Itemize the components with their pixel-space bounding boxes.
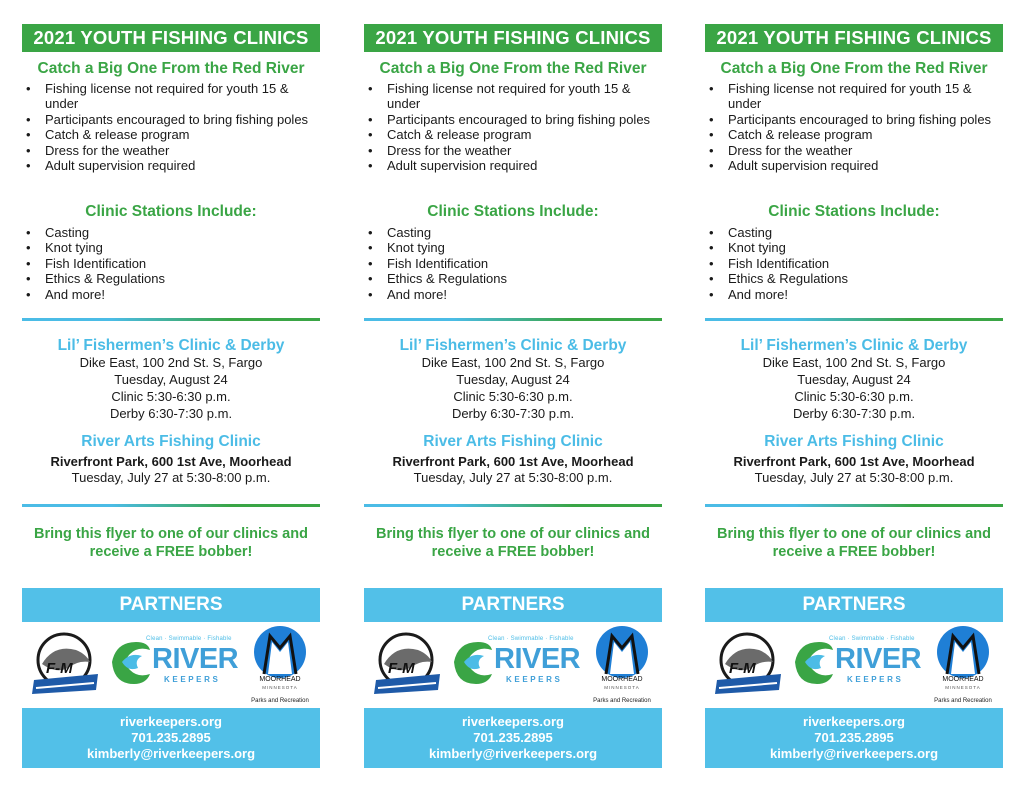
list-item: • And more!	[705, 287, 995, 302]
stations-list	[364, 225, 654, 302]
mh-dept: Parks and Recreation	[934, 698, 992, 704]
event-location: Riverfront Park, 600 1st Ave, Moorhead	[733, 454, 975, 469]
event-date: Tuesday, August 24	[797, 372, 911, 387]
flyer-subtitle: Catch a Big One From the Red River	[720, 60, 988, 77]
list-item: • Adult supervision required	[22, 158, 312, 173]
event-date: Tuesday, August 24	[114, 372, 228, 387]
flyer-title: 2021 YOUTH FISHING CLINICS	[364, 24, 662, 52]
divider	[22, 504, 320, 507]
partners-box	[705, 588, 1003, 768]
stations-list	[705, 225, 995, 302]
rk-wordmark: RIVER	[152, 643, 239, 675]
list-item: • Ethics & Regulations	[364, 271, 654, 286]
list-item: • Casting	[22, 225, 312, 240]
fm-walleyes-logo	[711, 630, 787, 702]
rk-tagline: Clean · Swimmable · Fishable	[146, 636, 232, 642]
event-clinic-time: Clinic 5:30-6:30 p.m.	[111, 389, 231, 404]
fm-logo-text: F-M	[388, 660, 415, 677]
divider	[705, 504, 1003, 507]
list-item: • And more!	[22, 287, 312, 302]
event-clinic-time: Clinic 5:30-6:30 p.m.	[794, 389, 914, 404]
rk-subword: KEEPERS	[164, 675, 221, 684]
river-keepers-logo	[791, 634, 922, 690]
event-title: Lil’ Fishermen’s Clinic & Derby	[399, 337, 627, 354]
mh-name: MOORHEAD	[601, 676, 643, 683]
list-item: • Adult supervision required	[364, 158, 654, 173]
list-item: • Fishing license not required for youth 15 & under	[364, 81, 654, 112]
partners-box	[364, 588, 662, 768]
divider	[22, 318, 320, 321]
event-derby-time: Derby 6:30-7:30 p.m.	[451, 406, 575, 421]
list-item: • Catch & release program	[22, 127, 312, 142]
river-keepers-logo	[450, 634, 581, 690]
fm-walleyes-logo	[370, 630, 446, 702]
event-derby-time: Derby 6:30-7:30 p.m.	[792, 406, 916, 421]
list-item: • Knot tying	[705, 240, 995, 255]
mh-name: MOORHEAD	[942, 676, 984, 683]
requirements-list	[22, 81, 312, 173]
partner-logos	[364, 622, 662, 708]
list-item: • Knot tying	[22, 240, 312, 255]
rk-tagline: Clean · Swimmable · Fishable	[829, 636, 915, 642]
event-date: Tuesday, July 27 at 5:30-8:00 p.m.	[413, 470, 613, 485]
rk-wordmark: RIVER	[494, 643, 581, 675]
event-title: River Arts Fishing Clinic	[423, 433, 603, 450]
flyer-subtitle: Catch a Big One From the Red River	[379, 60, 647, 77]
list-item: • Fishing license not required for youth 15 & under	[22, 81, 312, 112]
list-item: • Fish Identification	[705, 256, 995, 271]
list-item: • Participants encouraged to bring fishing poles	[705, 112, 995, 127]
divider	[364, 318, 662, 321]
event-date: Tuesday, August 24	[456, 372, 570, 387]
rk-tagline: Clean · Swimmable · Fishable	[488, 636, 574, 642]
partners-title: PARTNERS	[461, 594, 565, 615]
moorhead-parks-logo	[244, 624, 316, 708]
event-title: River Arts Fishing Clinic	[764, 433, 944, 450]
contact-phone: 701.235.2895	[814, 730, 894, 745]
event-title: Lil’ Fishermen’s Clinic & Derby	[57, 337, 285, 354]
promo-text: Bring this flyer to one of our clinics and receive a FREE bobber!	[34, 526, 308, 560]
event-title: River Arts Fishing Clinic	[81, 433, 261, 450]
list-item: • Casting	[705, 225, 995, 240]
divider	[705, 318, 1003, 321]
contact-email: kimberly@riverkeepers.org	[428, 746, 598, 761]
divider	[364, 504, 662, 507]
event-date: Tuesday, July 27 at 5:30-8:00 p.m.	[754, 470, 954, 485]
rk-wordmark: RIVER	[835, 643, 922, 675]
contact-phone: 701.235.2895	[131, 730, 211, 745]
partners-title: PARTNERS	[119, 594, 223, 615]
event-location: Dike East, 100 2nd St. S, Fargo	[79, 355, 263, 370]
promo-text: Bring this flyer to one of our clinics and receive a FREE bobber!	[376, 526, 650, 560]
partners-title: PARTNERS	[802, 594, 906, 615]
river-keepers-logo	[108, 634, 239, 690]
stations-heading: Clinic Stations Include:	[85, 203, 257, 220]
contact-email: kimberly@riverkeepers.org	[769, 746, 939, 761]
list-item: • Catch & release program	[705, 127, 995, 142]
contact-web: riverkeepers.org	[462, 714, 564, 729]
list-item: • Dress for the weather	[705, 143, 995, 158]
stations-heading: Clinic Stations Include:	[768, 203, 940, 220]
partner-logos	[705, 622, 1003, 708]
list-item: • Fish Identification	[364, 256, 654, 271]
event-clinic-time: Clinic 5:30-6:30 p.m.	[453, 389, 573, 404]
list-item: • Catch & release program	[364, 127, 654, 142]
event-date: Tuesday, July 27 at 5:30-8:00 p.m.	[71, 470, 271, 485]
mh-dept: Parks and Recreation	[251, 698, 309, 704]
flyer-panel-3	[705, 0, 1003, 791]
moorhead-parks-logo	[927, 624, 999, 708]
contact-phone: 701.235.2895	[473, 730, 553, 745]
event-title: Lil’ Fishermen’s Clinic & Derby	[740, 337, 968, 354]
promo-text: Bring this flyer to one of our clinics and receive a FREE bobber!	[717, 526, 991, 560]
fm-logo-text: F-M	[729, 660, 756, 677]
contact-email: kimberly@riverkeepers.org	[86, 746, 256, 761]
mh-dept: Parks and Recreation	[593, 698, 651, 704]
list-item: • Participants encouraged to bring fishing poles	[364, 112, 654, 127]
mh-state: MINNESOTA	[945, 685, 981, 690]
partner-logos	[22, 622, 320, 708]
stations-list	[22, 225, 312, 302]
event-location: Riverfront Park, 600 1st Ave, Moorhead	[392, 454, 634, 469]
requirements-list	[705, 81, 995, 173]
fm-logo-text: F-M	[46, 660, 73, 677]
mh-state: MINNESOTA	[262, 685, 298, 690]
rk-subword: KEEPERS	[847, 675, 904, 684]
event-location: Dike East, 100 2nd St. S, Fargo	[762, 355, 946, 370]
flyer-title: 2021 YOUTH FISHING CLINICS	[22, 24, 320, 52]
flyer-title: 2021 YOUTH FISHING CLINICS	[705, 24, 1003, 52]
list-item: • Dress for the weather	[364, 143, 654, 158]
event-location: Riverfront Park, 600 1st Ave, Moorhead	[50, 454, 292, 469]
list-item: • Knot tying	[364, 240, 654, 255]
list-item: • Participants encouraged to bring fishing poles	[22, 112, 312, 127]
flyer-subtitle: Catch a Big One From the Red River	[37, 60, 305, 77]
flyer-panel-2	[364, 0, 662, 791]
moorhead-parks-logo	[586, 624, 658, 708]
list-item: • Fish Identification	[22, 256, 312, 271]
requirements-list	[364, 81, 654, 173]
rk-subword: KEEPERS	[506, 675, 563, 684]
stations-heading: Clinic Stations Include:	[427, 203, 599, 220]
event-location: Dike East, 100 2nd St. S, Fargo	[421, 355, 605, 370]
list-item: • Ethics & Regulations	[22, 271, 312, 286]
fm-walleyes-logo	[28, 630, 104, 702]
list-item: • Dress for the weather	[22, 143, 312, 158]
event-derby-time: Derby 6:30-7:30 p.m.	[109, 406, 233, 421]
list-item: • Casting	[364, 225, 654, 240]
mh-state: MINNESOTA	[604, 685, 640, 690]
contact-web: riverkeepers.org	[120, 714, 222, 729]
mh-name: MOORHEAD	[259, 676, 301, 683]
list-item: • Fishing license not required for youth 15 & under	[705, 81, 995, 112]
contact-web: riverkeepers.org	[803, 714, 905, 729]
list-item: • Adult supervision required	[705, 158, 995, 173]
list-item: • And more!	[364, 287, 654, 302]
flyer-panel-1	[22, 0, 320, 791]
partners-box	[22, 588, 320, 768]
list-item: • Ethics & Regulations	[705, 271, 995, 286]
